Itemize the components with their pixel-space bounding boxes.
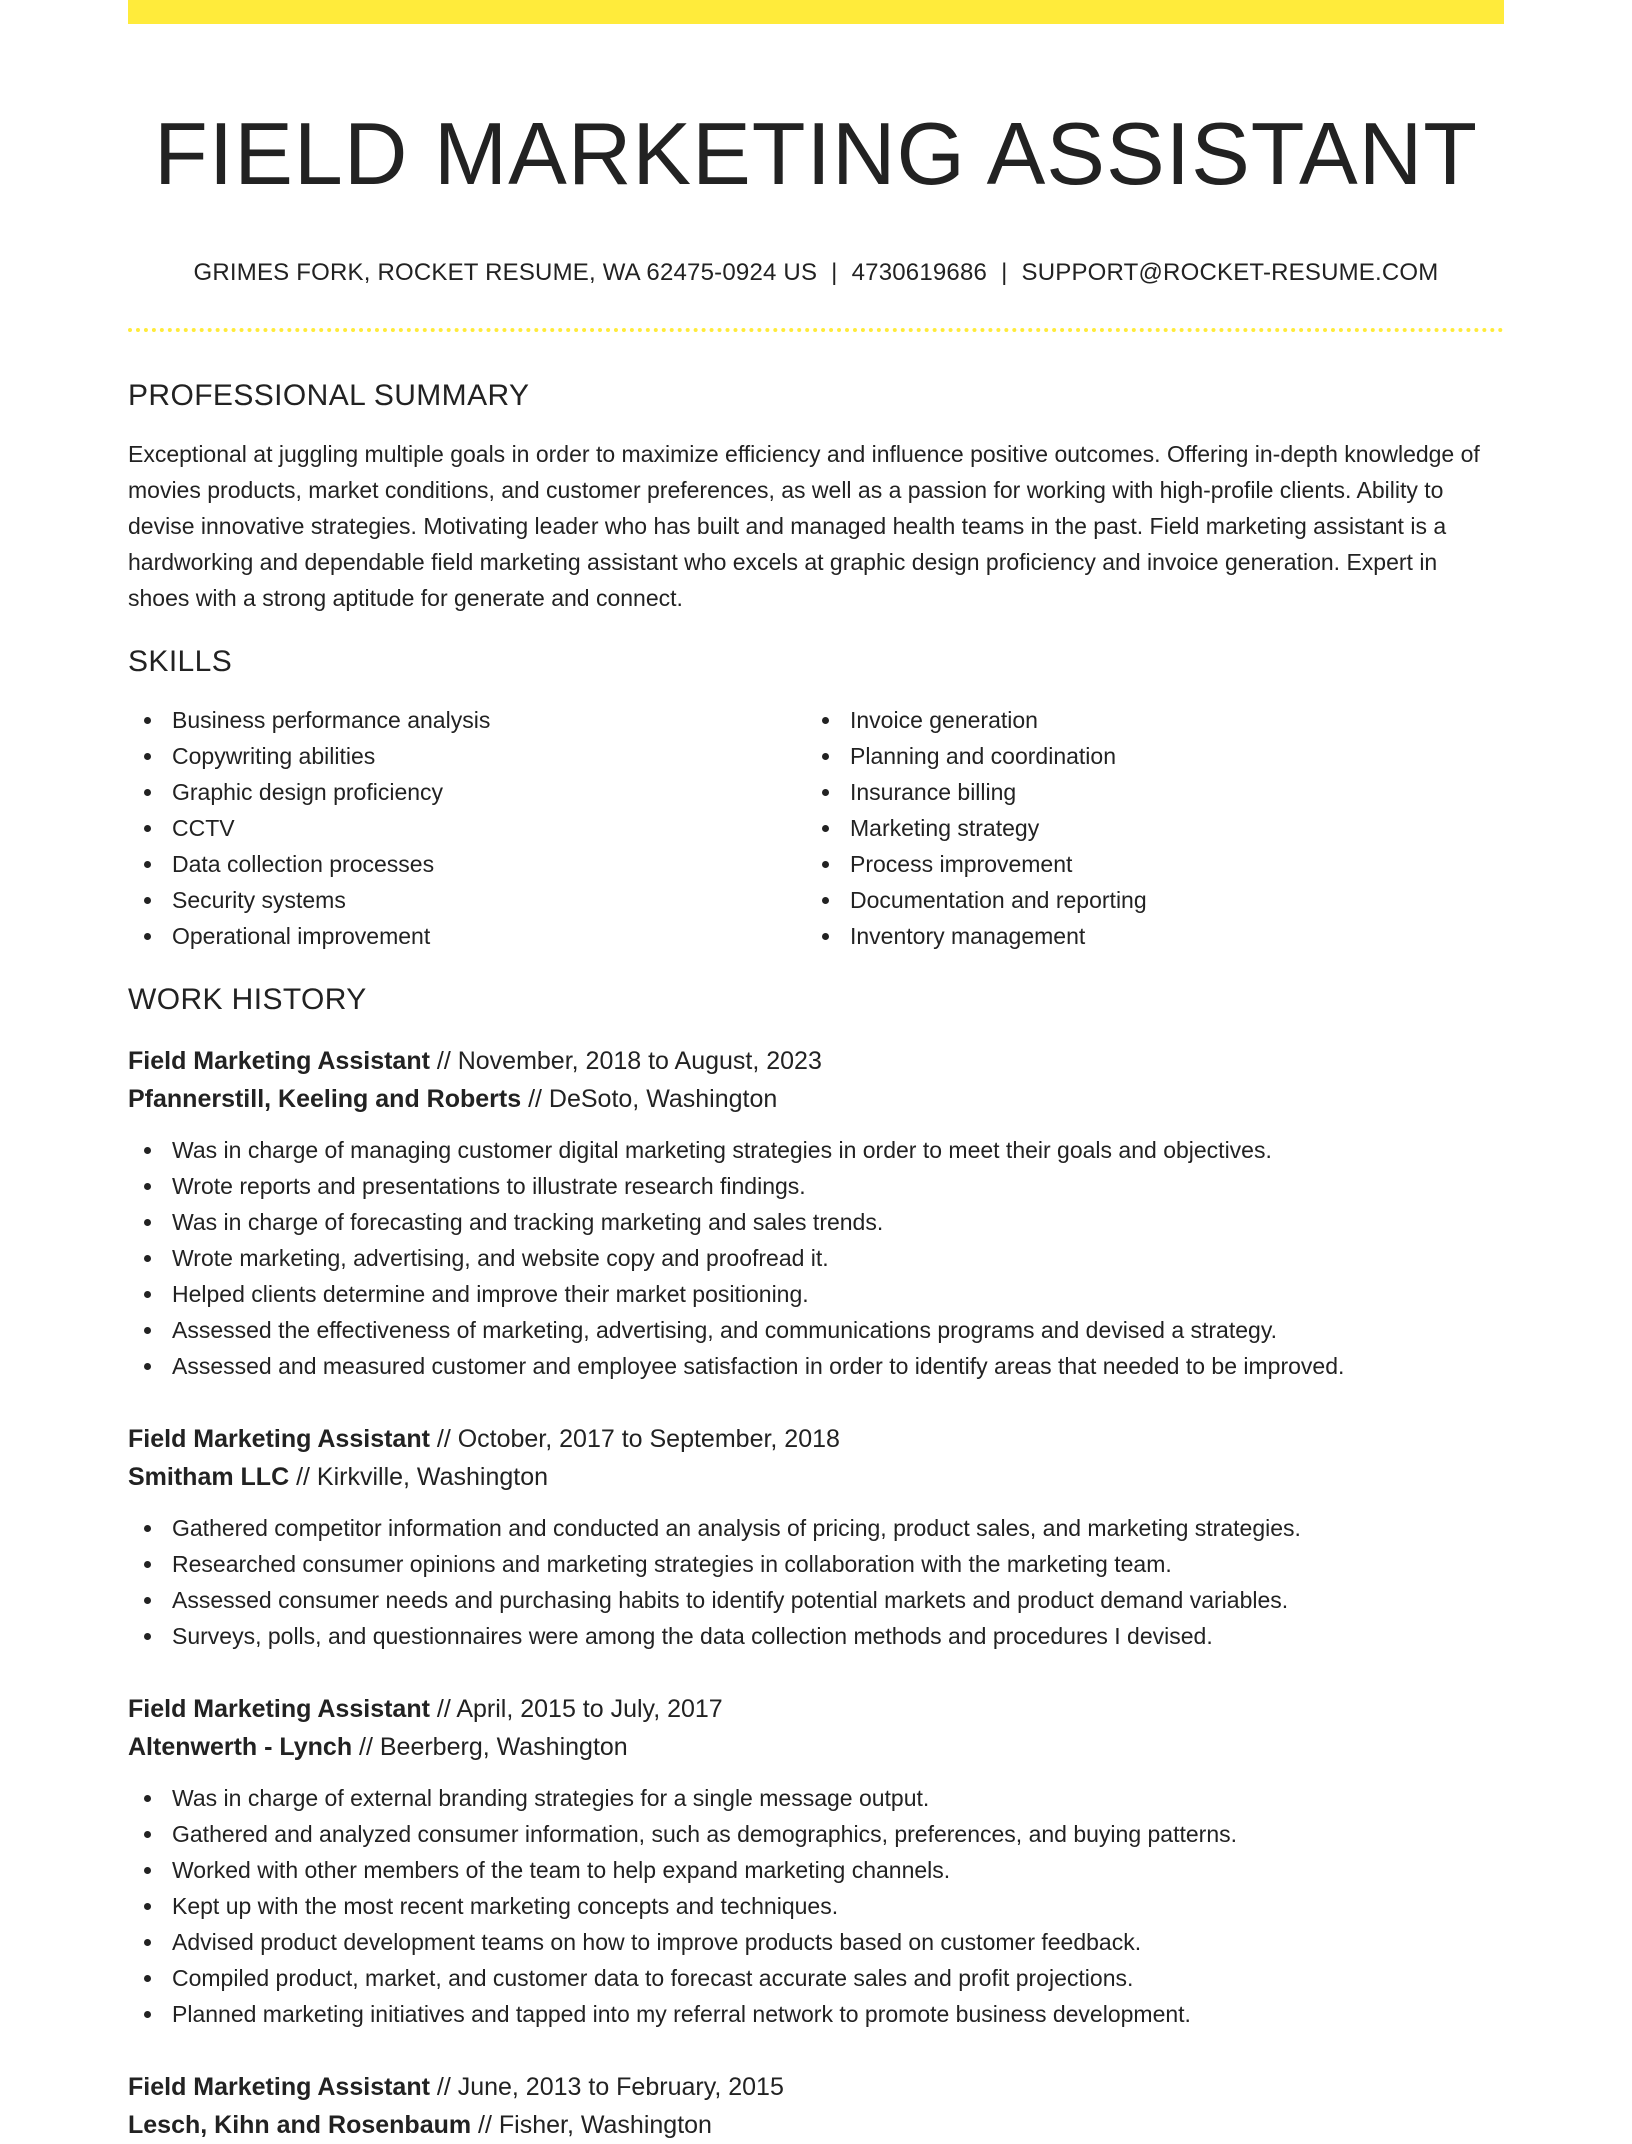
job-bullet: Surveys, polls, and questionnaires were among the data collection methods and procedures I devised. xyxy=(128,1618,1504,1654)
job-bullet: Kept up with the most recent marketing concepts and techniques. xyxy=(128,1888,1504,1924)
job-bullet: Was in charge of external branding strategies for a single message output. xyxy=(128,1780,1504,1816)
job-title: Field Marketing Assistant xyxy=(128,2073,430,2101)
job-entry xyxy=(128,1690,1504,2032)
skill-item: Inventory management xyxy=(806,918,1484,954)
skill-item: Marketing strategy xyxy=(806,810,1484,846)
skill-item: CCTV xyxy=(128,810,806,846)
job-bullet: Helped clients determine and improve their market positioning. xyxy=(128,1276,1504,1312)
job-entry xyxy=(128,1420,1504,1654)
job-title-line xyxy=(128,2068,1504,2106)
skills-column-right xyxy=(806,702,1484,954)
summary-heading: PROFESSIONAL SUMMARY xyxy=(128,379,530,412)
skill-item: Process improvement xyxy=(806,846,1484,882)
job-location: // DeSoto, Washington xyxy=(521,1085,778,1113)
job-dates: // April, 2015 to July, 2017 xyxy=(429,1695,723,1723)
skill-item: Documentation and reporting xyxy=(806,882,1484,918)
job-location: // Kirkville, Washington xyxy=(289,1463,549,1491)
job-title-line xyxy=(128,1042,1504,1080)
job-title: Field Marketing Assistant xyxy=(128,1695,430,1723)
job-title-line xyxy=(128,1690,1504,1728)
resume-title: FIELD MARKETING ASSISTANT xyxy=(153,104,1479,203)
skill-item: Invoice generation xyxy=(806,702,1484,738)
job-bullet: Advised product development teams on how to improve products based on customer feedback. xyxy=(128,1924,1504,1960)
job-location: // Beerberg, Washington xyxy=(352,1733,628,1761)
skill-item: Planning and coordination xyxy=(806,738,1484,774)
job-company-line xyxy=(128,1080,1504,1118)
skill-item: Operational improvement xyxy=(128,918,806,954)
job-bullet: Researched consumer opinions and marketing strategies in collaboration with the marketing team. xyxy=(128,1546,1504,1582)
contact-line xyxy=(128,256,1504,290)
job-dates: // October, 2017 to September, 2018 xyxy=(429,1425,840,1453)
contact-address: GRIMES FORK, ROCKET RESUME, WA 62475-0924 US xyxy=(193,259,818,286)
contact-phone[interactable]: 4730619686 xyxy=(851,259,988,286)
job-entry xyxy=(128,1042,1504,1384)
skill-item: Graphic design proficiency xyxy=(128,774,806,810)
job-dates: // June, 2013 to February, 2015 xyxy=(429,2073,784,2101)
job-title-line xyxy=(128,1420,1504,1458)
job-company: Smitham LLC xyxy=(128,1463,290,1491)
job-bullet: Wrote marketing, advertising, and website copy and proofread it. xyxy=(128,1240,1504,1276)
job-bullet: Was in charge of forecasting and tracking marketing and sales trends. xyxy=(128,1204,1504,1240)
job-bullet: Assessed the effectiveness of marketing, advertising, and communications programs and devised a strategy. xyxy=(128,1312,1504,1348)
skills-column-left xyxy=(128,702,806,954)
contact-separator: | xyxy=(1001,259,1008,286)
skill-item: Security systems xyxy=(128,882,806,918)
job-company: Lesch, Kihn and Rosenbaum xyxy=(128,2111,472,2139)
skill-item: Copywriting abilities xyxy=(128,738,806,774)
skill-item: Data collection processes xyxy=(128,846,806,882)
job-title: Field Marketing Assistant xyxy=(128,1425,430,1453)
job-bullet: Assessed consumer needs and purchasing habits to identify potential markets and product demand variables. xyxy=(128,1582,1504,1618)
skill-item: Insurance billing xyxy=(806,774,1484,810)
job-bullet: Gathered and analyzed consumer information, such as demographics, preferences, and buying patterns. xyxy=(128,1816,1504,1852)
skills-list xyxy=(128,702,1504,954)
job-company: Altenwerth - Lynch xyxy=(128,1733,353,1761)
job-bullet: Planned marketing initiatives and tapped into my referral network to promote business development. xyxy=(128,1996,1504,2032)
job-entry xyxy=(128,2068,1504,2144)
contact-separator: | xyxy=(831,259,838,286)
summary-text: Exceptional at juggling multiple goals in order to maximize efficiency and influence positive outcomes. Offering in-depth knowledge of movies products, market conditions, and customer preferences, as well as a passion for working with high-profile clients. Ability to devise innovative strategies. Motivating leader who has built and managed health teams in the past. Field marketing assistant is a hardworking and dependable field marketing assistant who excels at graphic design proficiency and invoice generation. Expert in shoes with a strong aptitude for generate and connect. xyxy=(128,441,1480,611)
job-company-line xyxy=(128,1458,1504,1496)
job-bullet: Wrote reports and presentations to illustrate research findings. xyxy=(128,1168,1504,1204)
job-bullets xyxy=(128,1780,1504,2032)
job-bullet: Gathered competitor information and conducted an analysis of pricing, product sales, and marketing strategies. xyxy=(128,1510,1504,1546)
job-company: Pfannerstill, Keeling and Roberts xyxy=(128,1085,522,1113)
job-bullet: Worked with other members of the team to help expand marketing channels. xyxy=(128,1852,1504,1888)
contact-email[interactable]: SUPPORT@ROCKET-RESUME.COM xyxy=(1021,259,1439,286)
job-bullets xyxy=(128,1132,1504,1384)
job-bullets xyxy=(128,1510,1504,1654)
job-bullet: Assessed and measured customer and employee satisfaction in order to identify areas that needed to be improved. xyxy=(128,1348,1504,1384)
job-bullet: Compiled product, market, and customer data to forecast accurate sales and profit projections. xyxy=(128,1960,1504,1996)
work-history-heading: WORK HISTORY xyxy=(128,983,367,1016)
job-location: // Fisher, Washington xyxy=(471,2111,712,2139)
skills-heading: SKILLS xyxy=(128,645,233,678)
accent-bar xyxy=(128,0,1504,24)
dotted-divider xyxy=(128,328,1504,332)
resume-page xyxy=(128,0,1504,2144)
job-company-line xyxy=(128,1728,1504,1766)
job-title: Field Marketing Assistant xyxy=(128,1047,430,1075)
skill-item: Business performance analysis xyxy=(128,702,806,738)
job-bullet: Was in charge of managing customer digital marketing strategies in order to meet their goals and objectives. xyxy=(128,1132,1504,1168)
job-dates: // November, 2018 to August, 2023 xyxy=(429,1047,822,1075)
